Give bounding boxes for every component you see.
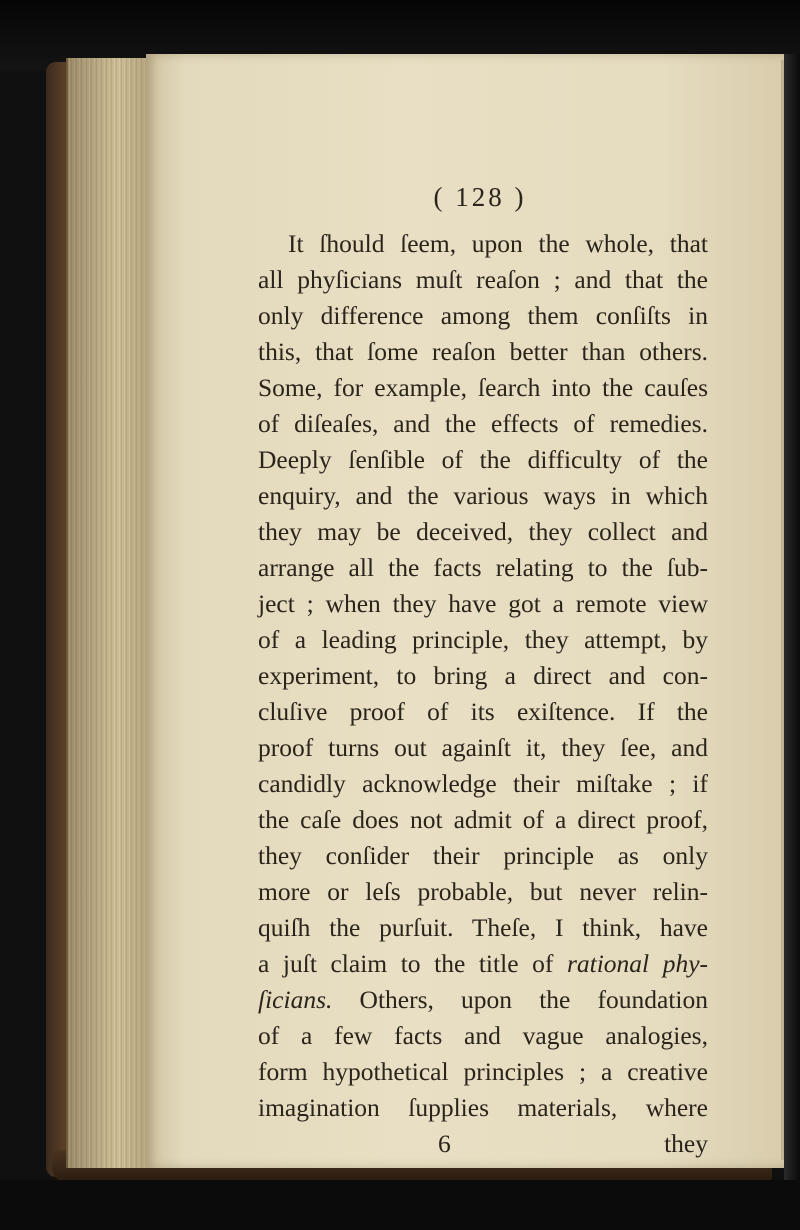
- text-line: Some, for example, ſearch into the cauſes: [258, 373, 708, 402]
- text-line-prefix: a juſt claim to the title of: [258, 949, 554, 978]
- text-line: Deeply ſenſible of the difficulty of the: [258, 445, 708, 474]
- page-edges-shade: [66, 58, 152, 1168]
- text-line: more or leſs probable, but never relin-: [258, 877, 708, 906]
- signature-mark: 6: [438, 1129, 451, 1158]
- text-line: candidly acknowledge their miſtake ; if: [258, 769, 708, 798]
- text-line: of a few facts and vague analogies,: [258, 1021, 708, 1050]
- text-line: arrange all the facts relating to the ſub-: [258, 553, 708, 582]
- text-line: all phyſicians muſt reaſon ; and that the: [258, 265, 708, 294]
- backdrop-right: [784, 54, 800, 1230]
- text-line: only difference among them conſiſts in: [258, 301, 708, 330]
- text-line: It ſhould ſeem, upon the whole, that: [288, 229, 708, 258]
- text-line: the caſe does not admit of a direct proof,: [258, 805, 708, 834]
- page-number-header: ( 128 ): [433, 182, 527, 212]
- text-line: of a leading principle, they attempt, by: [258, 625, 708, 654]
- text-line: enquiry, and the various ways in which: [258, 481, 708, 510]
- text-line: ject ; when they have got a remote view: [258, 589, 708, 618]
- italic-phrase: ſicians.: [258, 985, 333, 1014]
- text-line: they may be deceived, they collect and: [258, 517, 708, 546]
- text-line: cluſive proof of its exiſtence. If the: [258, 697, 708, 726]
- text-line: [258, 982, 708, 1018]
- text-line-rest: Others, upon the foundation: [359, 985, 708, 1014]
- italic-phrase: rational phy-: [566, 949, 709, 978]
- text-line: experiment, to bring a direct and con-: [258, 661, 708, 690]
- text-line: of diſeaſes, and the effects of remedies.: [258, 409, 708, 438]
- text-line: [258, 946, 708, 982]
- text-line: quiſh the purſuit. Theſe, I think, have: [258, 913, 708, 942]
- backdrop-bottom: [0, 1180, 800, 1230]
- text-line: this, that ſome reaſon better than others.: [258, 337, 708, 366]
- page-footer: [258, 1126, 708, 1162]
- text-line: proof turns out againſt it, they ſee, and: [258, 733, 708, 762]
- text-line: they conſider their principle as only: [258, 841, 708, 870]
- text-line: form hypothetical principles ; a creative: [258, 1057, 708, 1086]
- catchword: they: [664, 1129, 708, 1158]
- text-line: imagination ſupplies materials, where: [258, 1093, 708, 1122]
